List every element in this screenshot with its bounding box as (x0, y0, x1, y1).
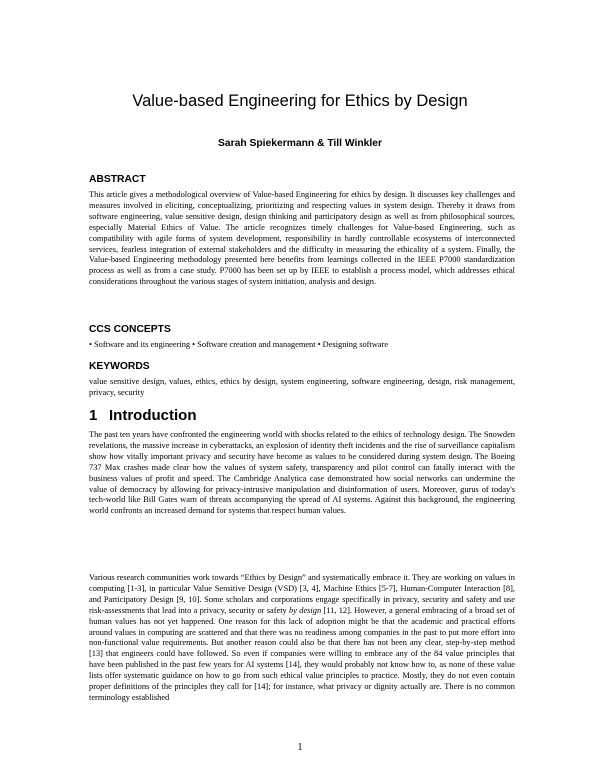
keywords-text: value sensitive design, values, ethics, ethics by design, system engineering, software engineering, design, risk management, privacy, security (89, 377, 515, 397)
page-number: 1 (297, 742, 303, 753)
section-heading-introduction (89, 407, 196, 424)
paper-title: Value-based Engineering for Ethics by Design (132, 92, 468, 110)
author-line: Sarah Spiekermann & Till Winkler (218, 138, 382, 149)
intro-paragraph-2-part-1: Various research communities work towards “Ethics by Design” and systematically embrace it. They are working on values in computing [1-3], in particular Value Sensitive Design (VSD) [3, 4], Machine Ethics [5-7], Human-Computer Interaction [8], and Participatory Design [9, 10]. Some scholars and corporations engage specifically in privacy, security and safety and use risk-assessments that lead into a privacy, security or safety (89, 573, 515, 615)
abstract-text: This article gives a methodological overview of Value-based Engineering for ethics by design. It discusses key challenges and measures involved in eliciting, conceptualizing, prioritizing and respecting values in system design. Thereby it draws from software engineering, value sensitive design, design thinking and participatory design as well as from philosophical sources, especially Material Ethics of Value. The article recognizes timely challenges for Value-based Engineering, such as compatibility with agile forms of system development, responsibility in hardly controllable ecosystems of interconnected services, fearless integration of external stakeholders and the difficulty in measuring the ethicality of a system. Finally, the Value-based Engineering methodology presented here benefits from learnings collected in the IEEE P7000 standardization process as well as from a case study. P7000 has been set up by IEEE to establish a process model, which addresses ethical considerations throughout the various stages of system initiation, analysis and design. (89, 190, 515, 287)
keywords-heading: KEYWORDS (89, 361, 150, 372)
section-title: Introduction (109, 407, 197, 424)
abstract-heading: ABSTRACT (89, 174, 146, 185)
intro-paragraph-1: The past ten years have confronted the engineering world with shocks related to the ethics of technology design. The Snowden revelations, the massive increase in cyberattacks, an explosion of identity theft incidents and the rise of surveillance capitalism show how vitally important privacy and security have become as values to be considered during system design. The Boeing 737 Max crashes made clear how the values of system safety, transparency and pilot control can fatally interact with the business values of profit and speed. The Cambridge Analytica case demonstrated how social networks can undermine the value of democracy by allowing for privacy-intrusive manipulation and disinformation of users. Moreover, gurus of today's tech-world like Bill Gates warn of threats accompanying the spread of AI systems. Against this background, the engineering world confronts an increased demand for systems that respect human values. (89, 430, 515, 516)
ccs-concepts-heading: CCS CONCEPTS (89, 324, 171, 335)
intro-paragraph-2 (89, 573, 515, 704)
section-number: 1 (89, 407, 98, 424)
ccs-concepts-text: • Software and its engineering • Software creation and management • Designing software (89, 340, 389, 349)
emphasis-by-design: by design (289, 605, 322, 615)
intro-paragraph-2-part-2: [11, 12]. However, a general embracing of a broad set of human values has not yet happened. One reason for this lack of adoption might be that the academic and practical efforts around values in computing are scattered and that there was no readiness among companies in the past to put more effort into non-functional value requirements. But another reason could also be that there has not been any clear, step-by-step method [13] that engineers could have followed. So even if companies were willing to embrace any of the 84 value principles that have been published in the past few years for AI systems [14], they would probably not know how to, as none of these value lists offer systematic guidance on how to go from such ethical value principles to practice. Mostly, they do not even contain proper definitions of the principles they call for [14]; for instance, what privacy or dignity actually are. There is no common terminology established (89, 605, 515, 702)
